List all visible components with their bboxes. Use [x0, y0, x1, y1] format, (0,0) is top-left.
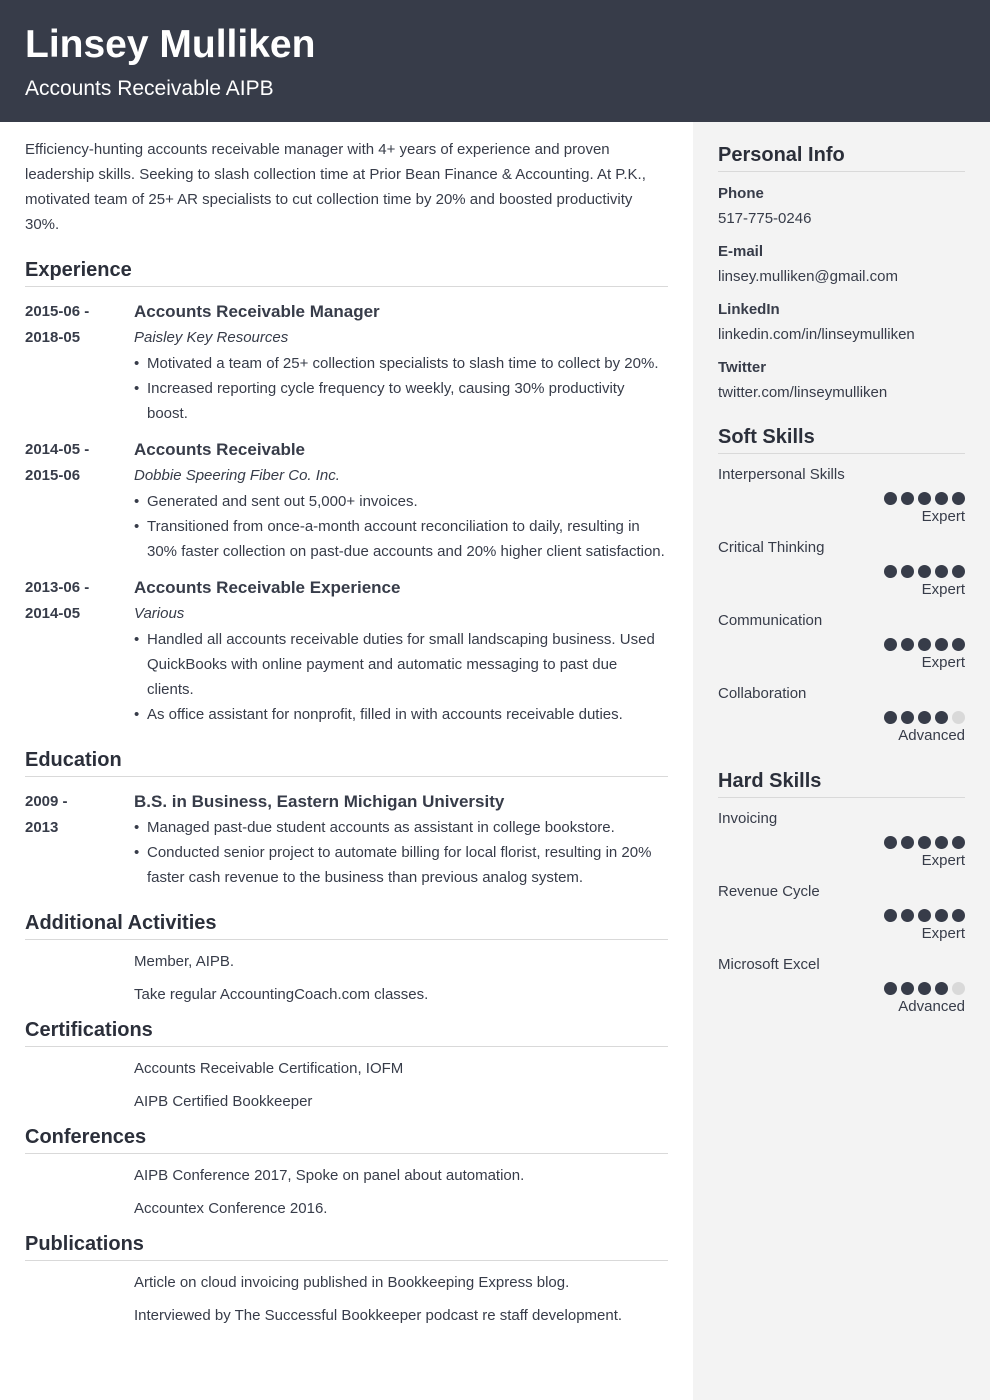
section-title-experience: Experience	[25, 257, 668, 287]
skill-item	[718, 465, 965, 527]
skill-name: Collaboration	[718, 685, 807, 702]
skill-rating-dots	[718, 909, 965, 922]
skill-item	[718, 684, 965, 746]
experience-entry	[25, 437, 668, 564]
filled-dot-icon	[935, 836, 948, 849]
experience-entry	[25, 299, 668, 426]
entry-degree: B.S. in Business, Eastern Michigan University	[134, 792, 505, 811]
skill-item	[718, 882, 965, 944]
filled-dot-icon	[918, 565, 931, 578]
entry-company: Paisley Key Resources	[134, 329, 289, 346]
entry-end-date: 2013	[25, 819, 59, 836]
soft-skills-list	[718, 465, 965, 746]
bullet-item: • Handled all accounts receivable duties for small landscaping business. Used QuickBooks with online payment and automatic messaging to past due clients.	[134, 627, 668, 702]
entry-bullets	[134, 351, 668, 426]
filled-dot-icon	[952, 836, 965, 849]
phone-value: 517-775-0246	[718, 210, 812, 227]
section-title-activities: Additional Activities	[25, 910, 668, 940]
skill-level: Expert	[921, 654, 965, 671]
section-title-conferences: Conferences	[25, 1124, 668, 1154]
filled-dot-icon	[901, 492, 914, 505]
skill-item	[718, 809, 965, 871]
linkedin-value[interactable]: linkedin.com/in/linseymulliken	[718, 326, 915, 343]
filled-dot-icon	[918, 711, 931, 724]
filled-dot-icon	[952, 565, 965, 578]
section-title-education: Education	[25, 747, 668, 777]
bullet-item: • As office assistant for nonprofit, filled in with accounts receivable duties.	[134, 702, 668, 727]
list-item: AIPB Certified Bookkeeper	[134, 1093, 313, 1110]
list-item: Accountex Conference 2016.	[134, 1200, 328, 1217]
filled-dot-icon	[935, 492, 948, 505]
skill-name: Communication	[718, 612, 823, 629]
bullet-item: • Transitioned from once-a-month account reconciliation to daily, resulting in 30% faster collection on past-due accounts and 20% higher client satisfaction.	[134, 514, 668, 564]
bullet-item: • Conducted senior project to automate billing for local florist, resulting in 20% faster cash revenue to the business than previous analog system.	[134, 840, 668, 890]
section-title-hard-skills: Hard Skills	[718, 768, 965, 798]
filled-dot-icon	[952, 909, 965, 922]
filled-dot-icon	[918, 638, 931, 651]
email-label: E-mail	[718, 243, 764, 260]
publications-section	[25, 1231, 668, 1327]
bullet-item: • Motivated a team of 25+ collection specialists to slash time to collect by 20%.	[134, 351, 668, 376]
filled-dot-icon	[935, 711, 948, 724]
activities-list	[25, 940, 668, 1006]
filled-dot-icon	[901, 711, 914, 724]
entry-start-date: 2009 -	[25, 793, 68, 810]
experience-section	[25, 257, 668, 727]
email-value[interactable]: linsey.mulliken@gmail.com	[718, 268, 898, 285]
entry-bullets	[134, 627, 668, 727]
section-title-certifications: Certifications	[25, 1017, 668, 1047]
skill-name: Critical Thinking	[718, 539, 825, 556]
entry-dates	[25, 789, 134, 890]
linkedin-label: LinkedIn	[718, 301, 780, 318]
filled-dot-icon	[918, 909, 931, 922]
skill-name: Revenue Cycle	[718, 883, 820, 900]
activities-section	[25, 910, 668, 1006]
filled-dot-icon	[918, 492, 931, 505]
filled-dot-icon	[901, 909, 914, 922]
hard-skills-list	[718, 809, 965, 1017]
skill-rating-dots	[718, 638, 965, 651]
entry-dates	[25, 437, 134, 564]
entry-dates	[25, 299, 134, 426]
filled-dot-icon	[935, 982, 948, 995]
filled-dot-icon	[884, 909, 897, 922]
skill-item	[718, 955, 965, 1017]
filled-dot-icon	[918, 982, 931, 995]
publications-list	[25, 1261, 668, 1327]
entry-start-date: 2014-05 -	[25, 441, 90, 458]
filled-dot-icon	[884, 711, 897, 724]
skill-rating-dots	[718, 565, 965, 578]
entry-bullets	[134, 489, 668, 564]
certifications-section	[25, 1017, 668, 1113]
candidate-title: Accounts Receivable AIPB	[25, 77, 274, 100]
twitter-label: Twitter	[718, 359, 767, 376]
list-item: Member, AIPB.	[134, 953, 235, 970]
filled-dot-icon	[901, 565, 914, 578]
list-item: Interviewed by The Successful Bookkeeper podcast re staff development.	[134, 1307, 623, 1324]
skill-name: Interpersonal Skills	[718, 466, 845, 483]
candidate-name: Linsey Mulliken	[25, 23, 316, 66]
conferences-list	[25, 1154, 668, 1220]
entry-end-date: 2014-05	[25, 605, 81, 622]
entry-start-date: 2013-06 -	[25, 579, 90, 596]
skill-rating-dots	[718, 711, 965, 724]
entry-end-date: 2015-06	[25, 467, 81, 484]
phone-label: Phone	[718, 185, 764, 202]
filled-dot-icon	[884, 565, 897, 578]
entry-dates	[25, 575, 134, 727]
skill-rating-dots	[718, 836, 965, 849]
education-section	[25, 747, 668, 890]
skill-item	[718, 538, 965, 600]
main-column	[25, 122, 668, 1338]
bullet-item: • Increased reporting cycle frequency to weekly, causing 30% productivity boost.	[134, 376, 668, 426]
entry-end-date: 2018-05	[25, 329, 81, 346]
experience-entry	[25, 575, 668, 727]
skill-name: Microsoft Excel	[718, 956, 820, 973]
soft-skills-section	[718, 424, 965, 746]
personal-info-section	[718, 142, 965, 404]
empty-dot-icon	[952, 982, 965, 995]
filled-dot-icon	[952, 638, 965, 651]
filled-dot-icon	[952, 492, 965, 505]
section-title-publications: Publications	[25, 1231, 668, 1261]
sidebar	[693, 122, 990, 1400]
filled-dot-icon	[901, 982, 914, 995]
entry-role: Accounts Receivable Manager	[134, 302, 380, 321]
empty-dot-icon	[952, 711, 965, 724]
section-title-personal-info: Personal Info	[718, 142, 965, 172]
skill-rating-dots	[718, 492, 965, 505]
filled-dot-icon	[884, 492, 897, 505]
hard-skills-section	[718, 768, 965, 1017]
entry-role: Accounts Receivable Experience	[134, 578, 401, 597]
section-title-soft-skills: Soft Skills	[718, 424, 965, 454]
entry-start-date: 2015-06 -	[25, 303, 90, 320]
entry-company: Dobbie Speering Fiber Co. Inc.	[134, 467, 340, 484]
twitter-value[interactable]: twitter.com/linseymulliken	[718, 384, 888, 401]
bullet-item: • Managed past-due student accounts as assistant in college bookstore.	[134, 815, 668, 840]
skill-level: Expert	[921, 925, 965, 942]
filled-dot-icon	[884, 836, 897, 849]
list-item: Article on cloud invoicing published in Bookkeeping Express blog.	[134, 1274, 570, 1291]
filled-dot-icon	[935, 638, 948, 651]
filled-dot-icon	[884, 982, 897, 995]
entry-company: Various	[134, 605, 185, 622]
list-item: Take regular AccountingCoach.com classes.	[134, 986, 429, 1003]
filled-dot-icon	[935, 565, 948, 578]
skill-level: Expert	[921, 581, 965, 598]
certifications-list	[25, 1047, 668, 1113]
skill-name: Invoicing	[718, 810, 778, 827]
entry-bullets	[134, 815, 668, 890]
conferences-section	[25, 1124, 668, 1220]
entry-role: Accounts Receivable	[134, 440, 306, 459]
filled-dot-icon	[935, 909, 948, 922]
resume-header	[0, 0, 990, 122]
list-item: AIPB Conference 2017, Spoke on panel about automation.	[134, 1167, 525, 1184]
bullet-item: • Generated and sent out 5,000+ invoices.	[134, 489, 668, 514]
filled-dot-icon	[901, 638, 914, 651]
education-entry	[25, 789, 668, 890]
profile-summary: Efficiency-hunting accounts receivable manager with 4+ years of experience and proven leadership skills. Seeking to slash collection time at Prior Bean Finance & Accounting. At P.K., motivated team of 25+ AR specialists to cut collection time by 20% and boosted productivity 30%.	[25, 141, 646, 233]
list-item: Accounts Receivable Certification, IOFM	[134, 1060, 404, 1077]
skill-item	[718, 611, 965, 673]
filled-dot-icon	[918, 836, 931, 849]
filled-dot-icon	[901, 836, 914, 849]
filled-dot-icon	[884, 638, 897, 651]
skill-level: Expert	[921, 852, 965, 869]
skill-level: Expert	[921, 508, 965, 525]
skill-level: Advanced	[898, 998, 965, 1015]
skill-level: Advanced	[898, 727, 965, 744]
skill-rating-dots	[718, 982, 965, 995]
